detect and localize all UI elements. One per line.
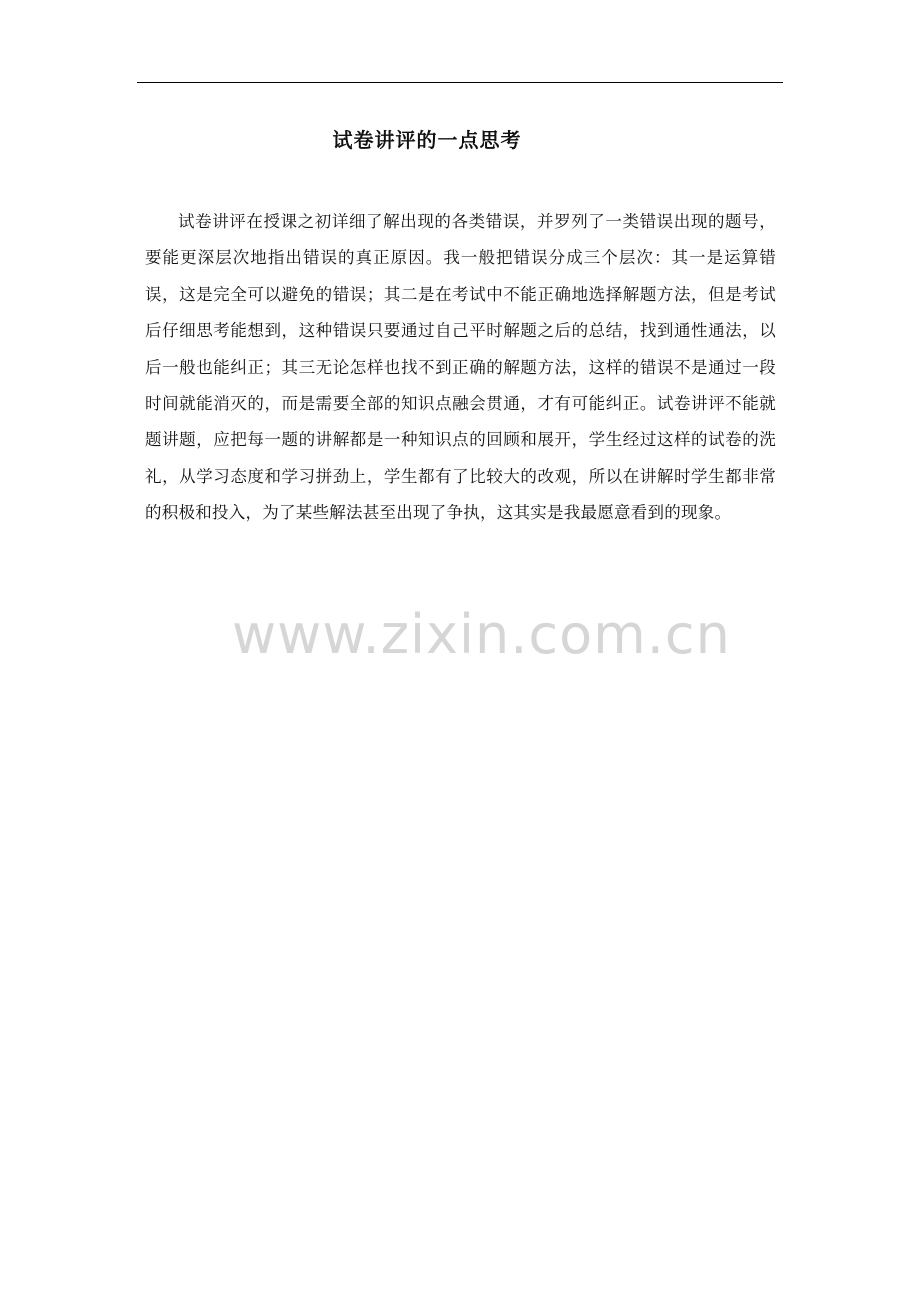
document-title: 试卷讲评的一点思考 <box>332 128 522 152</box>
header-rule <box>137 82 783 83</box>
body-paragraph: 试卷讲评在授课之初详细了解出现的各类错误，并罗列了一类错误出现的题号，要能更深层次地指出错误的真正原因。我一般把错误分成三个层次：其一是运算错误，这是完全可以避免的错误；其二是在考试中不能正确地选择解题方法，但是考试后仔细思考能想到，这种错误只要通过自己平时解题之后的总结，找到通性通法，以后一般也能纠正；其三无论怎样也找不到正确的解题方法，这样的错误不是通过一段时间就能消灭的，而是需要全部的知识点融会贯通，才有可能纠正。试卷讲评不能就题讲题，应把每一题的讲解都是一种知识点的回顾和展开，学生经过这样的试卷的洗礼，从学习态度和学习拼劲上，学生都有了比较大的改观，所以在讲解时学生都非常的积极和投入，为了某些解法甚至出现了争执，这其实是我最愿意看到的现象。 <box>145 212 776 523</box>
watermark: www.zixin.com.cn <box>232 603 731 666</box>
